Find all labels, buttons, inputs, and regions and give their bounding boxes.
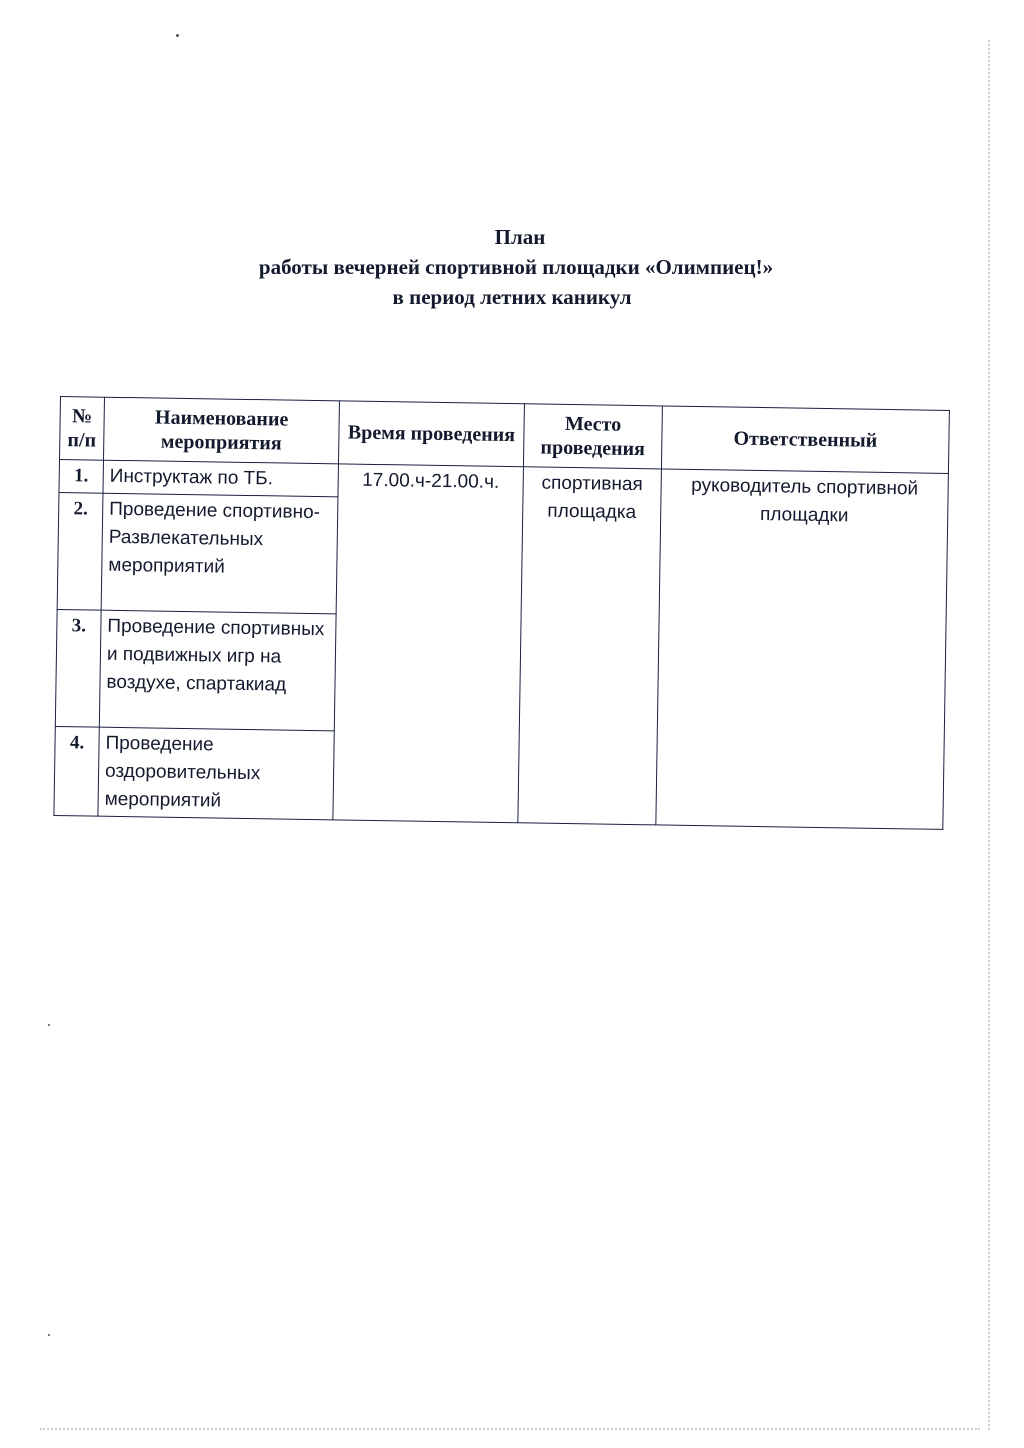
scan-speck — [176, 34, 179, 37]
scan-edge-bottom — [40, 1422, 980, 1430]
row-event-name: Проведение оздоровительных мероприятий — [98, 727, 334, 820]
row-event-name: Проведение спортивно-Развлекательных мероприятий — [101, 493, 338, 614]
header-name: Наименование мероприятия — [103, 397, 339, 464]
row-event-name: Проведение спортивных и подвижных игр на воздухе, спартакиад — [99, 610, 336, 731]
cell-place: спортивная площадка — [518, 467, 662, 825]
row-event-name: Инструктаж по ТБ. — [103, 460, 338, 497]
row-num: 3. — [55, 609, 101, 727]
title-line-1: План — [494, 225, 546, 249]
title-line-2: работы вечерней спортивной площадки «Олимпиец!» — [258, 255, 774, 279]
header-responsible: Ответственный — [661, 406, 949, 474]
header-num: № п/п — [60, 397, 105, 461]
plan-table — [53, 396, 949, 830]
document-title — [0, 222, 1024, 312]
scan-speck — [48, 1024, 50, 1026]
cell-responsible: руководитель спортивной площадки — [656, 469, 949, 829]
scan-speck — [48, 1334, 50, 1336]
row-num: 1. — [59, 460, 104, 494]
header-place: Место проведения — [523, 404, 662, 469]
cell-time: 17.00.ч-21.00.ч. — [333, 464, 524, 823]
title-line-3: в период летних каникул — [392, 285, 632, 309]
header-time: Время проведения — [338, 401, 524, 467]
row-num: 4. — [54, 726, 99, 816]
row-num: 2. — [57, 492, 103, 610]
